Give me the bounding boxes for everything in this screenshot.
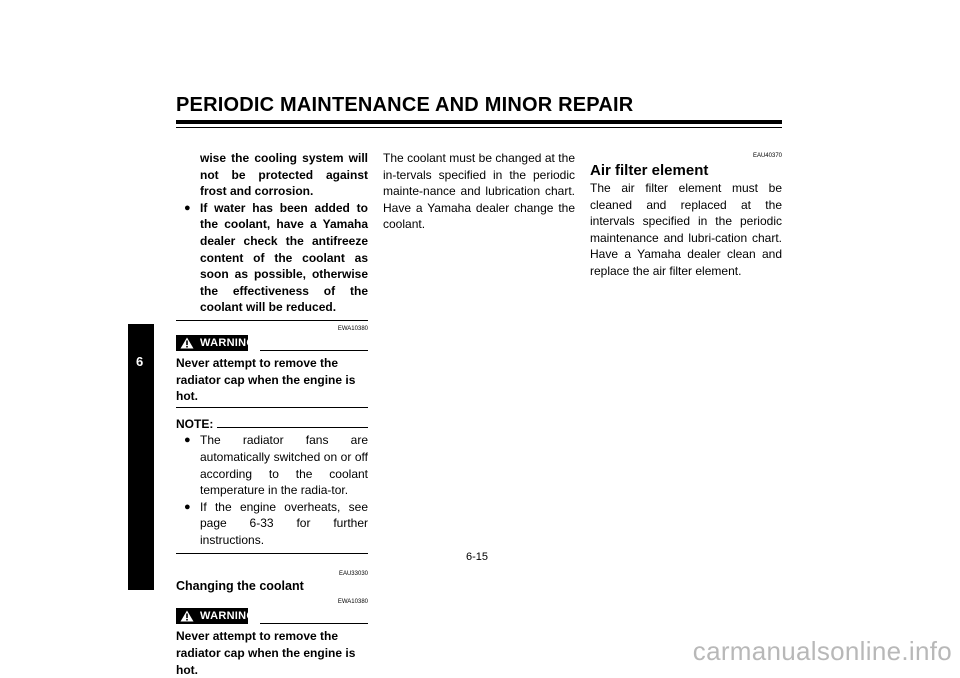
- page-header-title: PERIODIC MAINTENANCE AND MINOR REPAIR: [176, 94, 634, 116]
- coolant-change-paragraph: The coolant must be changed at the in-tervals specified in the periodic mainte-nance and lubrication chart. Have a Yamaha dealer change the coolant.: [383, 151, 575, 232]
- warning-code: EWA10380: [337, 599, 368, 606]
- page-number: 6-15: [466, 551, 489, 563]
- bullet-icon: ●: [184, 500, 191, 513]
- column-1: [176, 150, 368, 678]
- warning-triangle-icon: [180, 610, 194, 622]
- section-code: EAU40370: [752, 153, 782, 159]
- bullet-icon: ●: [184, 434, 191, 447]
- warning-label: WARNING: [200, 610, 256, 623]
- warning-header-line: [260, 623, 368, 624]
- warning-bullet-item: [176, 200, 368, 316]
- warning-header-line: [260, 350, 368, 351]
- column-2: [383, 150, 575, 233]
- column-3: [590, 150, 782, 280]
- continued-warning-text: wise the cooling system will not be protected against frost and corrosion.: [200, 151, 368, 199]
- warning-end-rule: [176, 407, 368, 408]
- warning-header: [176, 608, 368, 624]
- air-filter-paragraph: The air filter element must be cleaned and replaced at the intervals specified in the periodic maintenance and lubri-cation chart. Have a Yamaha dealer clean and replace the air filter element.: [590, 181, 782, 278]
- watermark: carmanualsonline.info: [692, 636, 952, 666]
- warning-badge: [176, 608, 256, 624]
- chapter-number: 6: [136, 354, 144, 369]
- header-rule-thick: [176, 120, 782, 124]
- note-item-text: If the engine overheats, see page 6-33 for further instructions.: [200, 499, 368, 547]
- warning-text: Never attempt to remove the radiator cap when the engine is hot.: [176, 629, 356, 677]
- section-code: EAU33030: [338, 571, 368, 578]
- note-header-line: [217, 427, 368, 428]
- note-end-rule: [176, 553, 368, 554]
- warning-header: [176, 335, 368, 351]
- warning-badge: [176, 335, 256, 351]
- warning-triangle-icon: [180, 337, 194, 349]
- bullet-icon: ●: [184, 201, 191, 214]
- warning-end-rule: [176, 320, 368, 321]
- warning-code: EWA10380: [337, 325, 368, 332]
- note-item-text: The radiator fans are automatically switched on or off according to the coolant temperature in the radia-tor.: [200, 433, 368, 498]
- warning-label: WARNING: [200, 336, 256, 349]
- section-title-air-filter: Air filter element: [590, 162, 709, 179]
- warning-text: Never attempt to remove the radiator cap when the engine is hot.: [176, 355, 356, 404]
- chapter-tab: [128, 324, 154, 590]
- section-title-changing-coolant: Changing the coolant: [176, 579, 304, 594]
- note-item: [176, 499, 368, 549]
- note-header: [176, 416, 368, 433]
- header-rule-thin: [176, 127, 782, 128]
- warning-bullet-text: If water has been added to the coolant, have a Yamaha dealer check the antifreeze content of the coolant as soon as possible, otherwise the effectiveness of the coolant will be reduced.: [200, 200, 368, 315]
- note-item: [176, 432, 368, 498]
- note-label: NOTE:: [176, 416, 214, 431]
